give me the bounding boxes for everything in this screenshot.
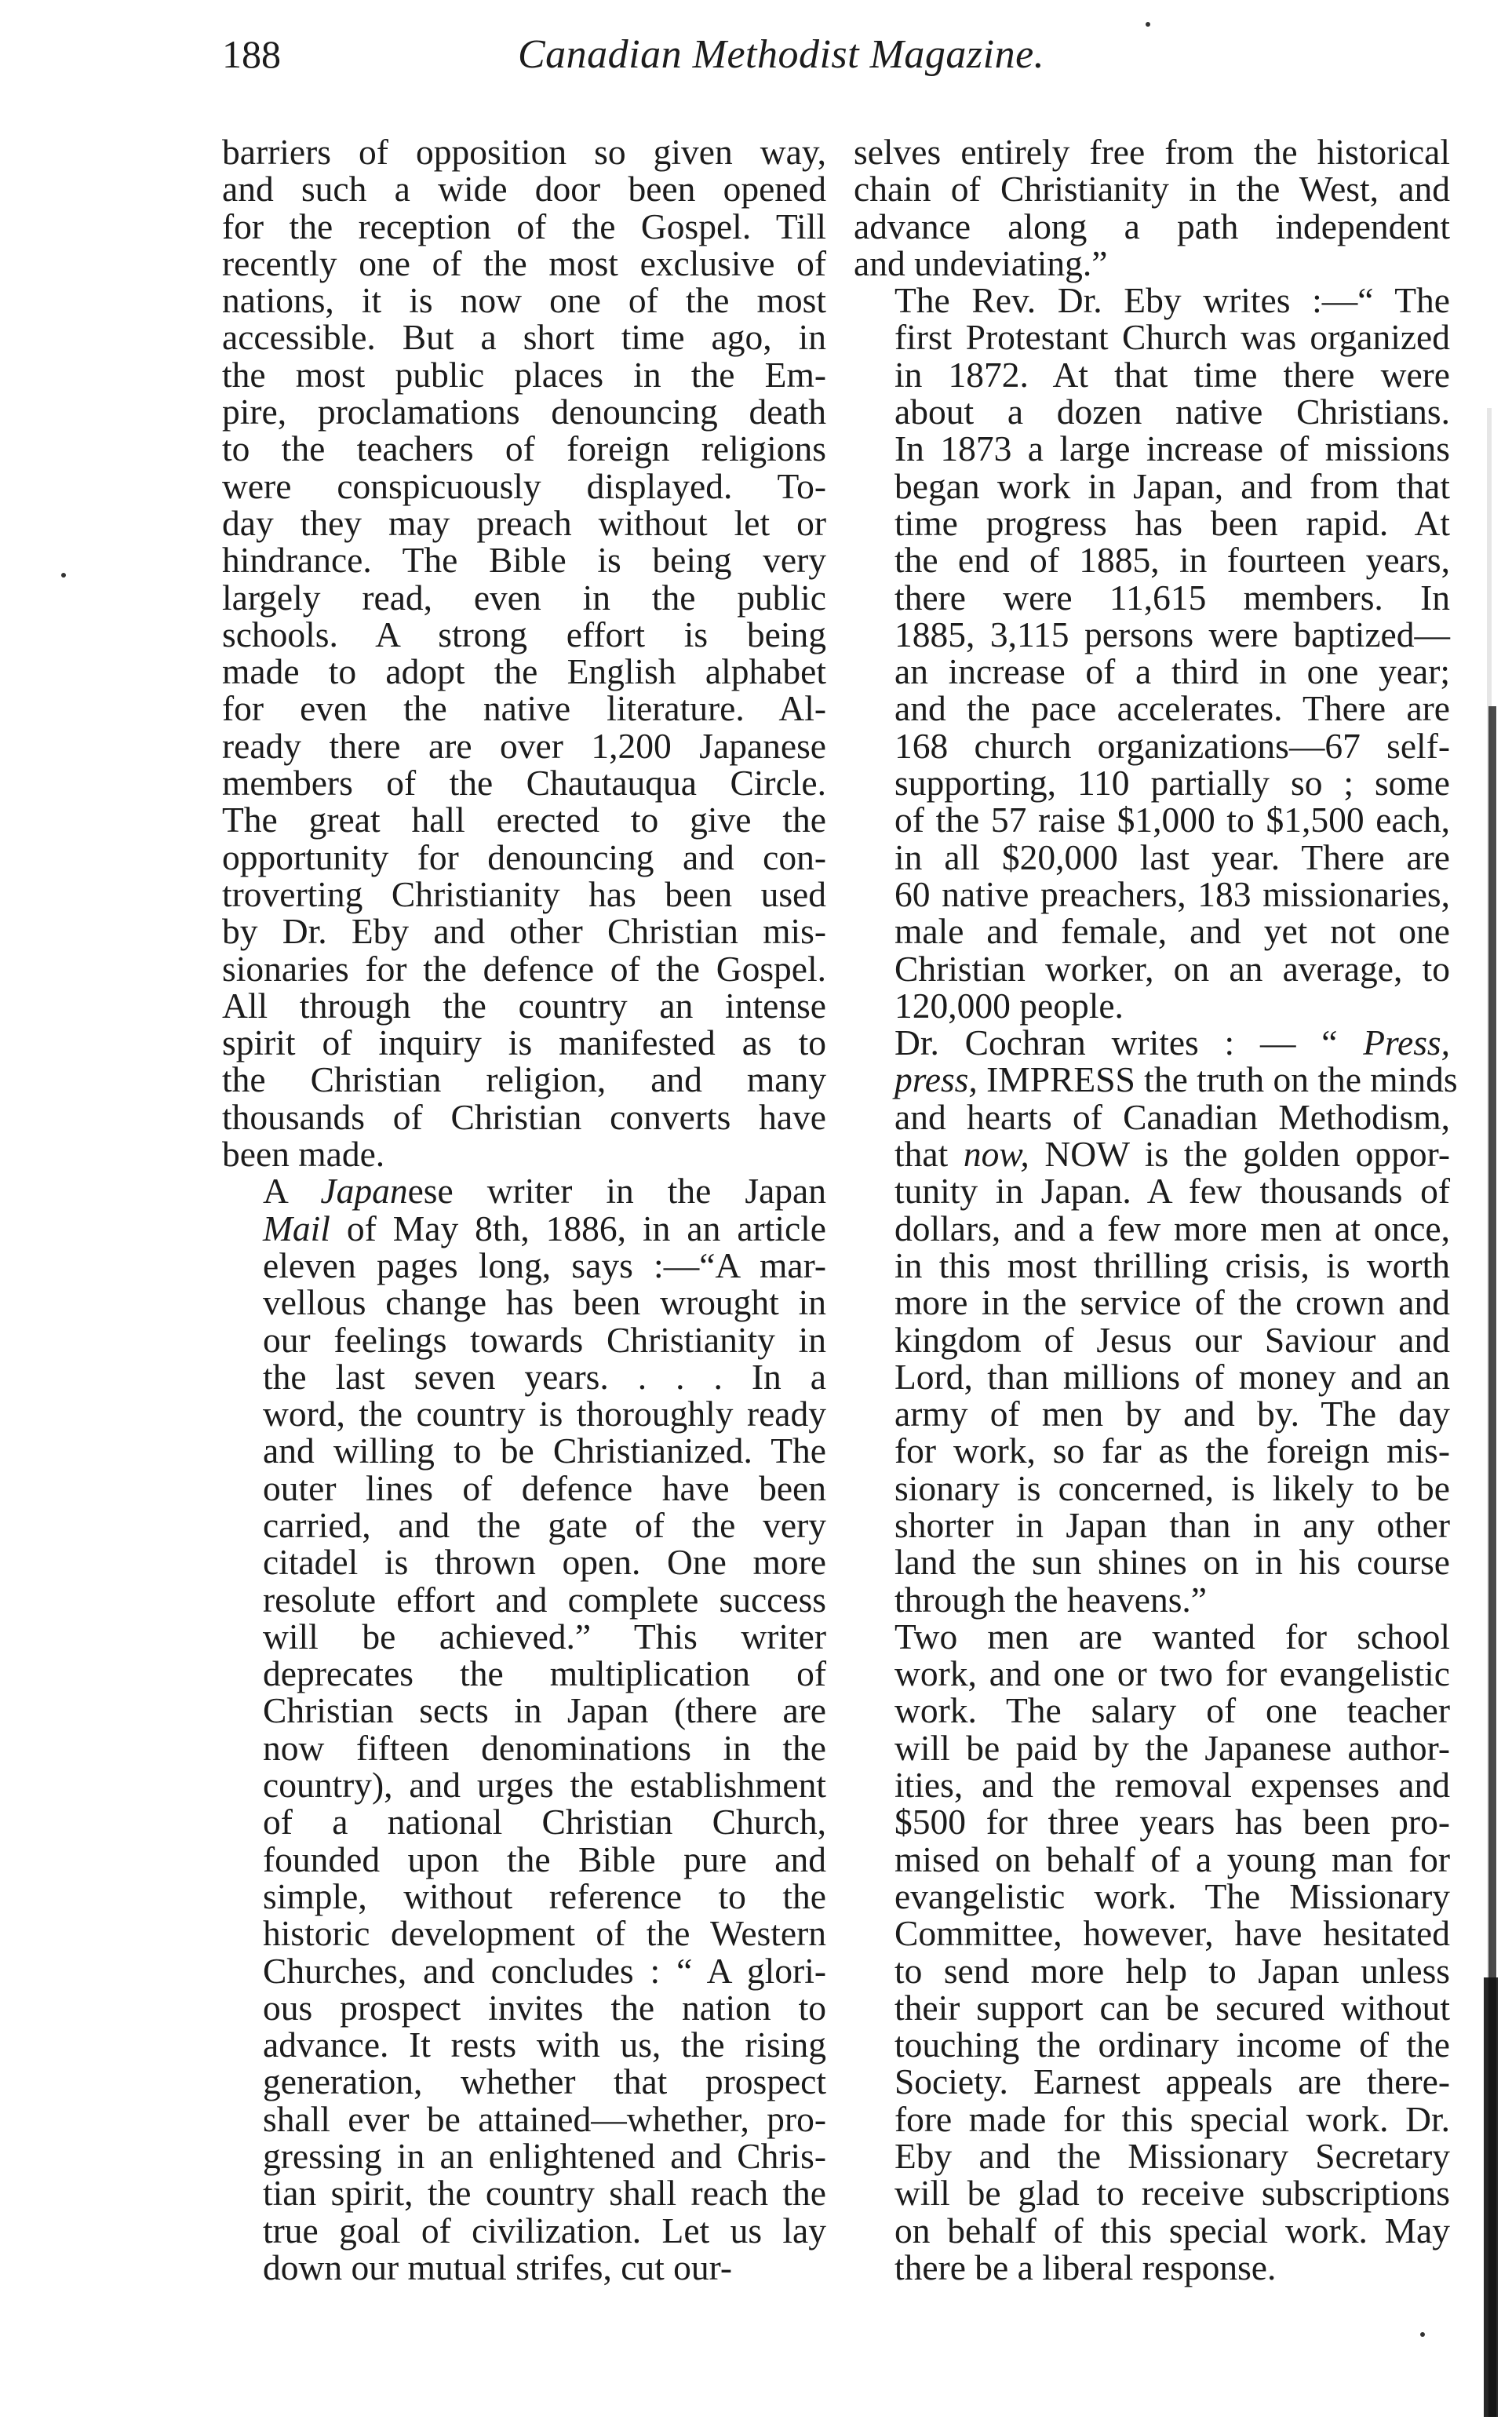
text-line: sionary is concerned, is likely to be [894, 1467, 1450, 1508]
text-line: troverting Christianity has been used [222, 873, 826, 914]
text-line: day they may preach without let or [222, 502, 826, 543]
text-line: work. The salary of one teacher [894, 1690, 1450, 1731]
text-line: will be glad to receive subscriptions [894, 2173, 1450, 2214]
text-line: to send more help to Japan unless [894, 1950, 1450, 1991]
text-line: outer lines of defence have been [263, 1467, 826, 1508]
text-line: tunity in Japan. A few thousands of [894, 1171, 1450, 1212]
text-line: and hearts of Canadian Methodism, [894, 1096, 1450, 1137]
text-line: press, IMPRESS the truth on the minds [894, 1059, 1458, 1100]
text-line: been made. [222, 1134, 385, 1175]
text-line: eleven pages long, says :—“A mar- [263, 1245, 826, 1285]
text-line: members of the Chautauqua Circle. [222, 763, 826, 804]
text-line: ready there are over 1,200 Japanese [222, 725, 826, 766]
text-line: on behalf of this special work. May [894, 2210, 1450, 2251]
text-line: of the 57 raise $1,000 to $1,500 each, [894, 800, 1450, 840]
paragraph [854, 1618, 1450, 2286]
text-line: 1885, 3,115 persons were baptized— [894, 614, 1450, 654]
text-line: made to adopt the English alphabet [222, 651, 826, 692]
text-line: Committee, however, have hesitated [894, 1913, 1450, 1954]
scan-speck [61, 573, 66, 578]
text-line: supporting, 110 partially so ; some [894, 763, 1450, 804]
text-line: advance. It rests with us, the rising [263, 2025, 826, 2065]
text-line: hindrance. The Bible is being very [222, 540, 826, 581]
text-line: deprecates the multiplication of [263, 1653, 826, 1694]
text-line: country), and urges the establishment [263, 1765, 826, 1806]
text-line: began work in Japan, and from that [894, 465, 1450, 506]
text-line: resolute effort and complete success [263, 1579, 826, 1620]
text-line: through the heavens.” [894, 1579, 1207, 1620]
text-line: advance along a path independent [854, 206, 1450, 246]
text-line: an increase of a third in one year; [894, 651, 1450, 692]
text-line: nations, it is now one of the most [222, 280, 826, 321]
scan-edge-shadow [1470, 408, 1498, 2417]
right-column [854, 132, 1458, 2287]
text-line: in all $20,000 last year. There are [894, 836, 1450, 877]
text-line: there were 11,615 members. In [894, 577, 1450, 618]
page-header [0, 31, 1512, 94]
text-line: land the sun shines on in his course [894, 1542, 1450, 1583]
text-line: gressing in an enlightened and Chris- [263, 2136, 826, 2177]
text-line: dollars, and a few more men at once, [894, 1208, 1450, 1248]
text-line: were conspicuously displayed. To- [222, 465, 826, 506]
text-line: selves entirely free from the historical [854, 132, 1450, 172]
text-line: evangelistic work. The Missionary [894, 1875, 1450, 1916]
text-line: the last seven years. . . . In a [263, 1356, 826, 1397]
text-line: accessible. But a short time ago, in [222, 317, 826, 358]
page-number: 188 [222, 32, 281, 76]
text-line: Dr. Cochran writes : — “ Press, [894, 1022, 1450, 1063]
text-line: time progress has been rapid. At [894, 502, 1450, 543]
text-line: barriers of opposition so given way, [222, 132, 826, 172]
text-line: 120,000 people. [894, 985, 1124, 1026]
text-line: sionaries for the defence of the Gospel. [222, 948, 826, 989]
text-line: and undeviating.” [854, 242, 1108, 283]
text-line: historic development of the Western [263, 1913, 826, 1954]
text-line: will be paid by the Japanese author- [894, 1727, 1450, 1768]
text-line: carried, and the gate of the very [263, 1504, 826, 1545]
text-line: by Dr. Eby and other Christian mis- [222, 911, 826, 952]
text-line: and the pace accelerates. There are [894, 688, 1450, 729]
paragraph [854, 1022, 1458, 1620]
left-column [222, 133, 826, 2286]
text-line: Christian worker, on an average, to [894, 948, 1450, 989]
text-line: in this most thrilling crisis, is worth [894, 1245, 1450, 1285]
paragraph [222, 132, 826, 1175]
text-line: the Christian religion, and many [222, 1059, 826, 1100]
text-line: chain of Christianity in the West, and [854, 169, 1450, 210]
text-line: tian spirit, the country shall reach the [263, 2173, 826, 2214]
text-line: mised on behalf of a young man for [894, 1839, 1450, 1879]
text-line: kingdom of Jesus our Saviour and [894, 1319, 1450, 1360]
text-line: pire, proclamations denouncing death [222, 392, 826, 432]
text-line: recently one of the most exclusive of [222, 242, 826, 283]
text-line: to the teachers of foreign religions [222, 428, 826, 469]
text-line: 168 church organizations—67 self- [894, 725, 1450, 766]
text-line: founded upon the Bible pure and [263, 1839, 826, 1879]
text-line: citadel is thrown open. One more [263, 1542, 826, 1583]
text-line: and willing to be Christianized. The [263, 1431, 826, 1471]
text-line: Churches, and concludes : “ A glori- [263, 1950, 826, 1991]
text-line: in 1872. At that time there were [894, 354, 1450, 395]
text-line: shorter in Japan than in any other [894, 1504, 1450, 1545]
text-line: Mail of May 8th, 1886, in an article [263, 1208, 826, 1248]
scan-speck [1146, 22, 1150, 27]
text-line: The great hall erected to give the [222, 800, 826, 840]
text-line: touching the ordinary income of the [894, 2025, 1450, 2065]
text-line: Society. Earnest appeals are there- [894, 2061, 1450, 2102]
text-line: fore made for this special work. Dr. [894, 2098, 1450, 2139]
text-line: male and female, and yet not one [894, 911, 1450, 952]
scan-speck [1420, 2332, 1425, 2337]
text-line: for work, so far as the foreign mis- [894, 1431, 1450, 1471]
text-line: ous prospect invites the nation to [263, 1987, 826, 2028]
text-line: the end of 1885, in fourteen years, [894, 540, 1450, 581]
text-line: will be achieved.” This writer [263, 1616, 826, 1657]
text-line: word, the country is thoroughly ready [263, 1394, 826, 1434]
text-line: opportunity for denouncing and con- [222, 836, 826, 877]
text-line: of a national Christian Church, [263, 1802, 826, 1842]
text-line: army of men by and by. The day [894, 1394, 1450, 1434]
text-line: the most public places in the Em- [222, 354, 826, 395]
text-line: there be a liberal response. [894, 2247, 1277, 2287]
text-line: ities, and the removal expenses and [894, 1765, 1450, 1806]
text-line: All through the country an intense [222, 985, 826, 1026]
text-line: 60 native preachers, 183 missionaries, [894, 873, 1450, 914]
text-line: more in the service of the crown and [894, 1282, 1450, 1323]
text-line: our feelings towards Christianity in [263, 1319, 826, 1360]
text-line: A Japanese writer in the Japan [263, 1171, 826, 1212]
text-line: work, and one or two for evangelistic [894, 1653, 1450, 1694]
text-line: first Protestant Church was organized [894, 317, 1450, 358]
text-line: spirit of inquiry is manifested as to [222, 1022, 826, 1063]
running-title: Canadian Methodist Magazine. [518, 32, 1045, 77]
text-line: vellous change has been wrought in [263, 1282, 826, 1323]
text-line: generation, whether that prospect [263, 2061, 826, 2102]
text-line: Eby and the Missionary Secretary [894, 2136, 1450, 2177]
text-line: Christian sects in Japan (there are [263, 1690, 826, 1731]
text-line: now fifteen denominations in the [263, 1727, 826, 1768]
text-line: true goal of civilization. Let us lay [263, 2210, 826, 2251]
text-line: down our mutual strifes, cut our- [263, 2247, 733, 2287]
text-line: $500 for three years has been pro- [894, 1802, 1450, 1842]
text-line: their support can be secured without [894, 1987, 1450, 2028]
text-line: Lord, than millions of money and an [894, 1356, 1450, 1397]
text-line: about a dozen native Christians. [894, 392, 1450, 432]
text-line: and such a wide door been opened [222, 169, 826, 210]
text-line: for the reception of the Gospel. Till [222, 206, 826, 246]
paragraph [854, 133, 1450, 282]
text-line: The Rev. Dr. Eby writes :—“ The [894, 280, 1450, 321]
paragraph [222, 1172, 826, 2286]
text-line: simple, without reference to the [263, 1875, 826, 1916]
text-line: that now, NOW is the golden oppor- [894, 1134, 1450, 1175]
text-line: for even the native literature. Al- [222, 688, 826, 729]
text-line: largely read, even in the public [222, 577, 826, 618]
paragraph [854, 282, 1450, 1024]
text-line: shall ever be attained—whether, pro- [263, 2098, 826, 2139]
text-line: schools. A strong effort is being [222, 614, 826, 654]
text-line: In 1873 a large increase of missions [894, 428, 1450, 469]
text-line: Two men are wanted for school [894, 1616, 1450, 1657]
text-line: thousands of Christian converts have [222, 1096, 826, 1137]
